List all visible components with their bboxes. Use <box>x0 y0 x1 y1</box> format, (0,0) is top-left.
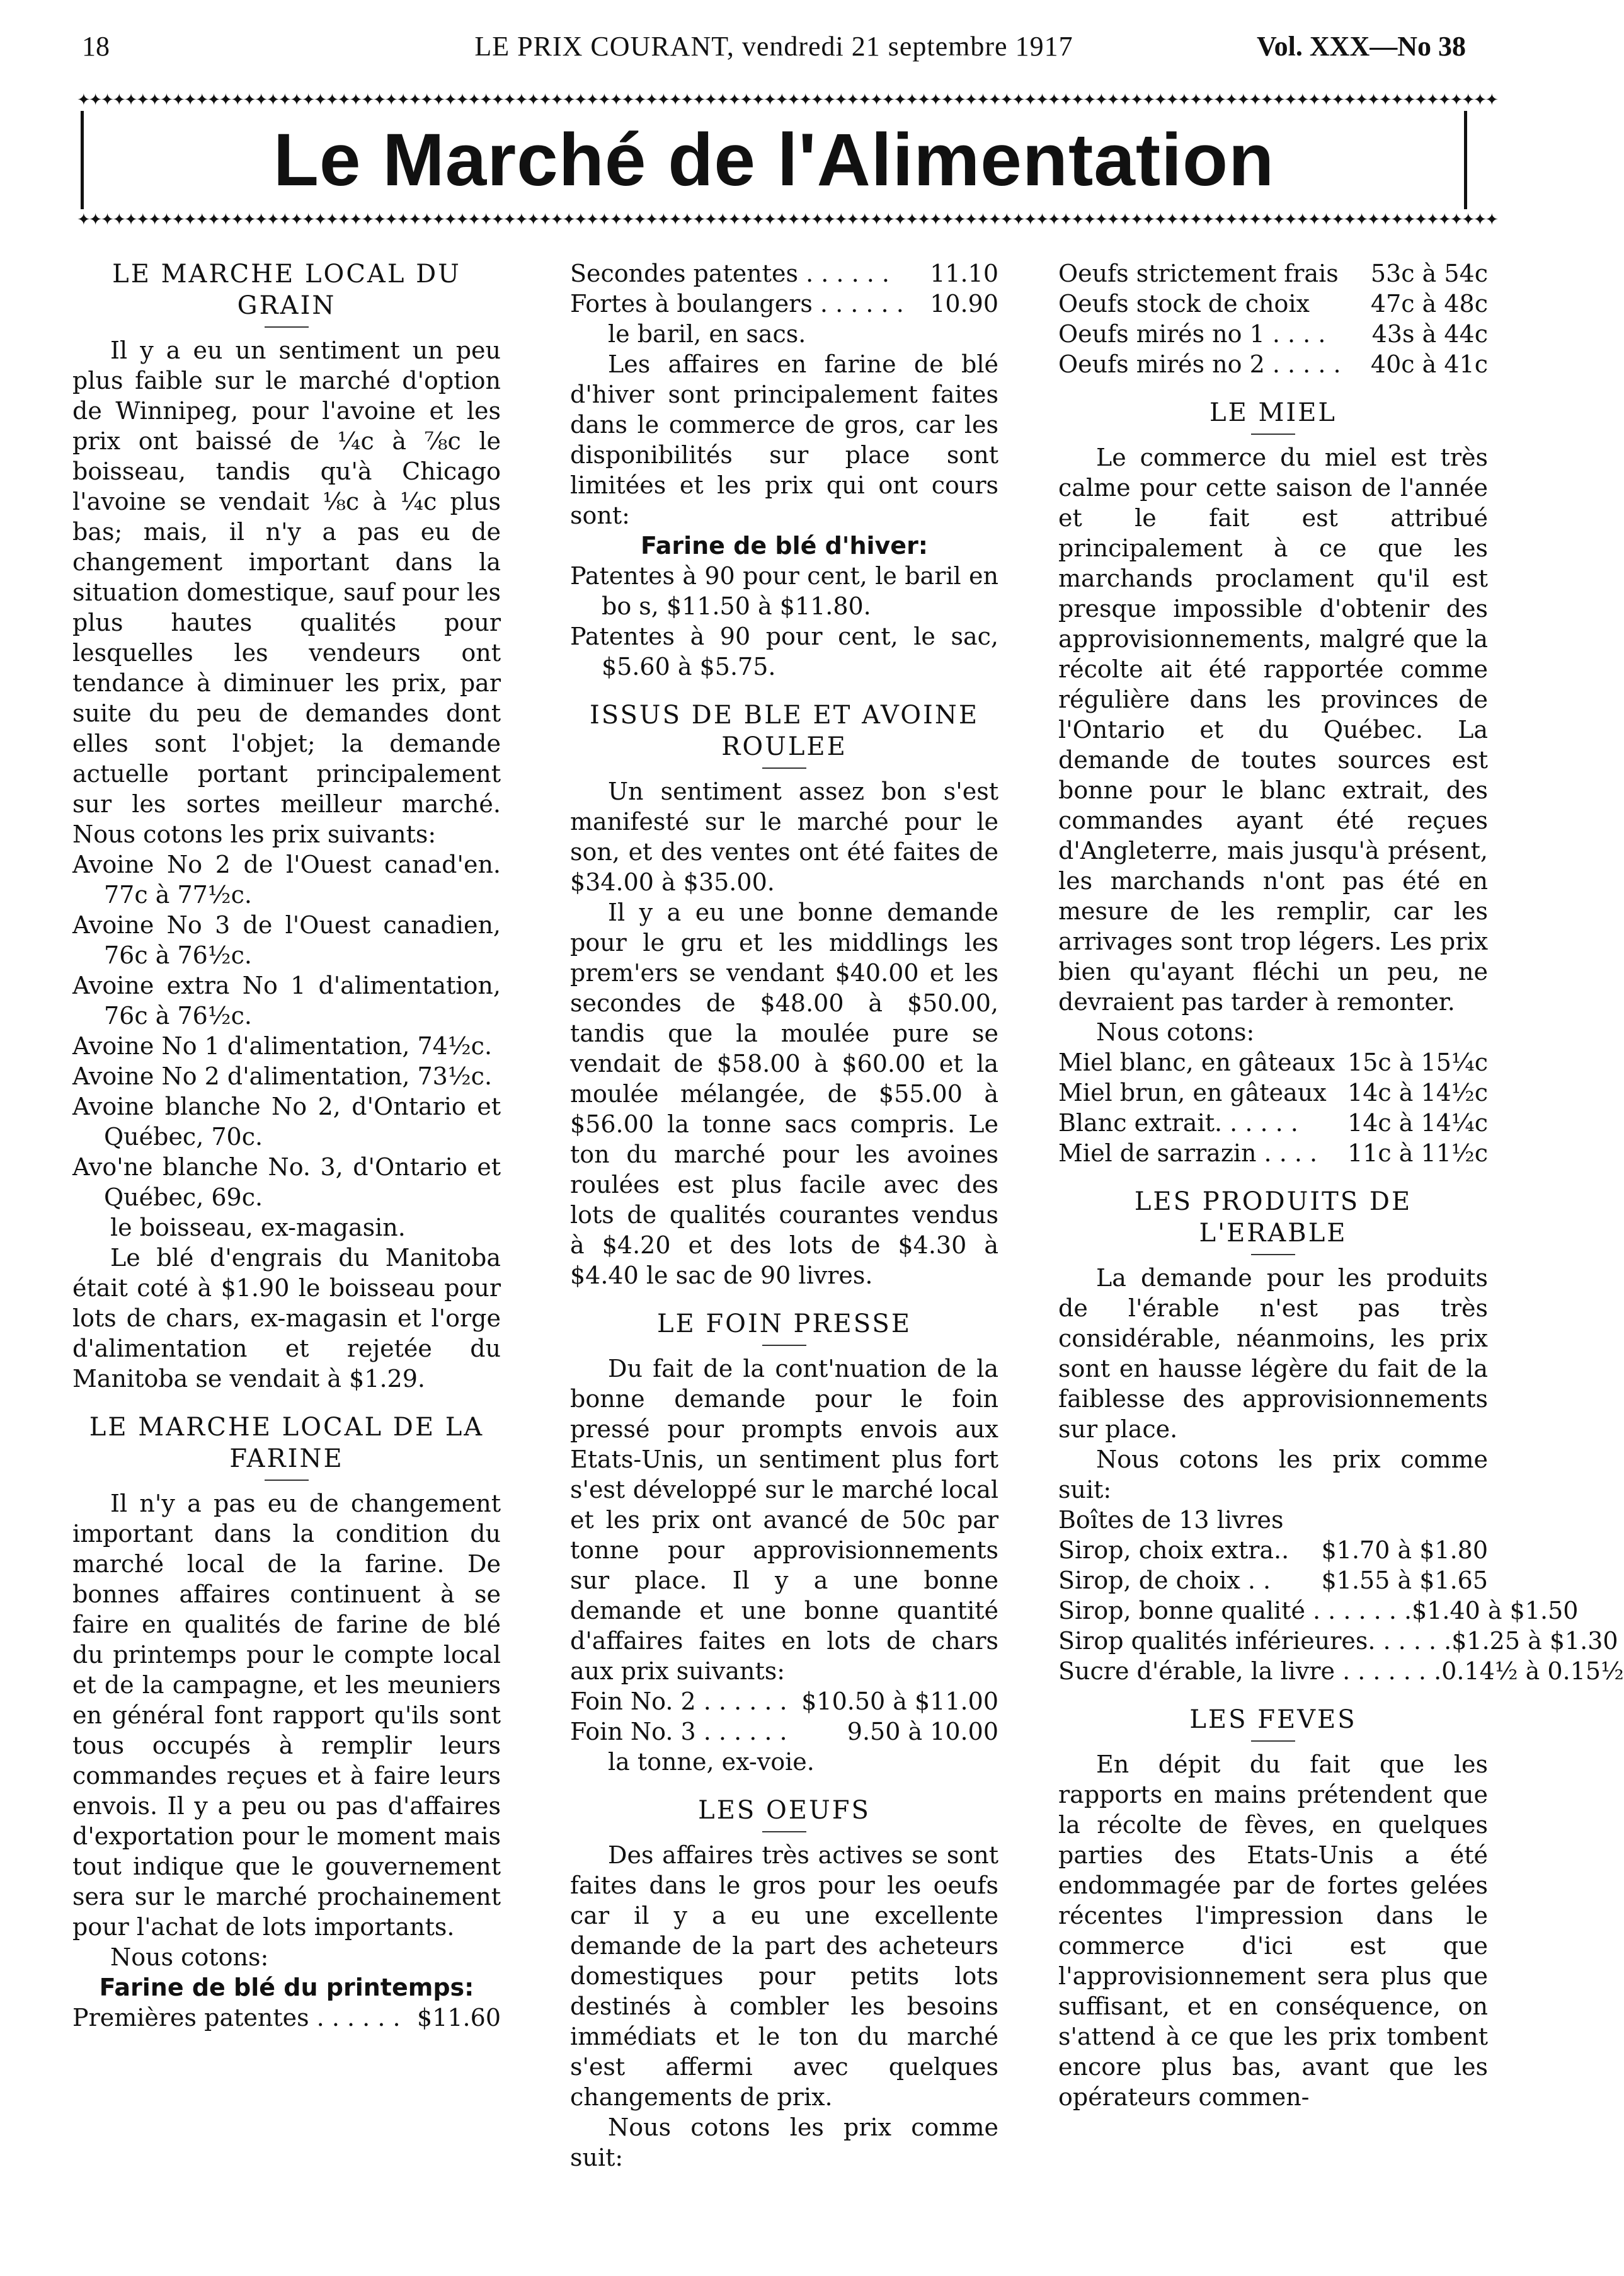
grain-price-line: Avoine No 1 d'alimentation, 74½c. <box>72 1032 493 1060</box>
section-rule <box>1251 1254 1295 1255</box>
winter-price-line: Patentes à 90 pour cent, le sac, $5.60 à $5.75. <box>570 623 998 681</box>
column-1 <box>72 258 501 2033</box>
page-header <box>69 25 1478 69</box>
price-label: Secondes patentes . . . . . . <box>570 260 889 287</box>
section-title-grain: LE MARCHE LOCAL DU GRAIN <box>112 260 461 320</box>
price-value: $1.55 à $1.65 <box>1321 1566 1488 1594</box>
price-row <box>1058 1535 1488 1565</box>
price-label: Oeufs stock de choix <box>1058 290 1310 318</box>
price-row <box>1058 258 1488 289</box>
price-label: Foin No. 3 . . . . . . <box>570 1718 787 1745</box>
price-label: Fortes à boulangers . . . . . . <box>570 290 904 318</box>
price-value: 11.10 <box>930 260 998 287</box>
price-label: Sucre d'érable, la livre . . . . . . . <box>1058 1657 1442 1685</box>
price-label: Oeufs strictement frais <box>1058 260 1339 287</box>
publication-line: LE PRIX COURANT, vendredi 21 septembre 1917 <box>474 31 1073 62</box>
price-row <box>1058 319 1488 349</box>
grain-price-line: Avoine No 2 de l'Ouest canad'en. 77c à 77½c. <box>72 851 501 909</box>
price-value: 53c à 54c <box>1370 260 1488 287</box>
maple-unit: Boîtes de 13 livres <box>1058 1506 1284 1534</box>
price-row <box>570 1716 998 1747</box>
volume-number: Vol. XXX—No 38 <box>1256 31 1466 62</box>
price-label: Oeufs mirés no 2 . . . . . <box>1058 350 1341 378</box>
maple-intro: Nous cotons les prix comme suit: <box>1058 1445 1488 1503</box>
price-label: Sirop, bonne qualité . . . . . . . <box>1058 1597 1412 1624</box>
price-label: Oeufs mirés no 1 . . . . <box>1058 320 1326 348</box>
section-title-hay: LE FOIN PRESSE <box>656 1309 912 1338</box>
price-label: Miel brun, en gâteaux <box>1058 1079 1327 1106</box>
price-row <box>1058 1078 1488 1108</box>
price-value: 9.50 à 10.00 <box>847 1718 998 1745</box>
price-value: $1.40 à $1.50 <box>1412 1597 1579 1624</box>
price-row <box>1058 349 1488 379</box>
masthead <box>81 111 1467 209</box>
price-value: 14c à 14½c <box>1347 1079 1488 1106</box>
section-rule <box>1251 1740 1295 1742</box>
price-row <box>1058 1595 1579 1626</box>
price-value: 40c à 41c <box>1370 350 1488 378</box>
grain-price-line: Avoine extra No 1 d'alimentation, 76c à 76½c. <box>72 972 501 1030</box>
price-label: Sirop qualités inférieures. . . . . . <box>1058 1627 1452 1655</box>
price-row <box>72 2003 501 2033</box>
price-label: Sirop, choix extra.. <box>1058 1536 1289 1564</box>
ornamental-border-bottom: ✦✦✦✦✦✦✦✦✦✦✦✦✦✦✦✦✦✦✦✦✦✦✦✦✦✦✦✦✦✦✦✦✦✦✦✦✦✦✦✦✦✦✦✦✦✦✦✦✦✦✦✦✦✦✦✦✦✦✦✦✦✦✦✦✦✦✦✦✦✦✦✦✦✦✦✦✦✦✦✦✦✦✦✦✦✦✦✦✦✦✦✦✦✦✦✦✦✦✦✦✦✦✦✦✦✦✦✦✦✦✦✦✦✦✦✦✦✦✦✦ <box>77 210 1497 229</box>
price-value: 11c à 11½c <box>1347 1139 1488 1167</box>
price-row <box>1058 1047 1488 1078</box>
price-row <box>1058 1565 1488 1595</box>
price-label: Sirop, de choix . . <box>1058 1566 1271 1594</box>
section-rule <box>265 326 309 328</box>
price-label: Miel de sarrazin . . . . <box>1058 1139 1318 1167</box>
bran-paragraph: Un sentiment assez bon s'est manifesté sur le marché pour le son, et des ventes ont été faites de $34.00 à $35.00. <box>570 778 998 896</box>
bran-paragraph: Il y a eu une bonne demande pour le gru et les middlings les prem'ers se vendant $40.00 et les secondes de $48.00 à $50.00, tandis que la moulée pure se vendait de $58.00 à $60.00 et la moulée mélangée, de $55.00 à $56.00 la tonne sacs compris. Le ton du marché pour les avoines roulées est plus facile avec des lots de qualités courantes vendus à $4.20 et des lots de $4.30 à $4.40 le sac de 90 livres. <box>570 899 998 1289</box>
section-rule <box>762 1831 806 1832</box>
grain-paragraph: Il y a eu un sentiment un peu plus faible sur le marché d'option de Winnipeg, pour l'avoine et les prix ont baissé de ¼c à ⅞c le boisseau, tandis qu'à Chicago l'avoine se vendait ⅛c à ¼c plus bas; mais, il n'y a pas eu de changement important dans la situation domestique, sauf pour les plus hautes qualités pour lesquelles les vendeurs ont tendance à diminuer les prix, par suite du peu de demandes dont elles sont l'objet; la demande actuelle portant principalement sur les sortes meilleur marché. Nous cotons les prix suivants: <box>72 336 501 848</box>
grain-unit: le boisseau, ex-magasin. <box>110 1214 406 1241</box>
honey-intro: Nous cotons: <box>1096 1018 1255 1046</box>
flour-unit: le baril, en sacs. <box>608 320 806 348</box>
section-rule <box>762 767 806 769</box>
flour-intro: Nous cotons: <box>110 1943 269 1971</box>
price-row <box>1058 1656 1624 1686</box>
price-label: Miel blanc, en gâteaux <box>1058 1049 1335 1076</box>
price-value: 47c à 48c <box>1370 290 1488 318</box>
flour-subheading: Farine de blé du printemps: <box>99 1974 474 2001</box>
hay-unit: la tonne, ex-voie. <box>608 1748 815 1776</box>
column-2 <box>570 258 998 2173</box>
price-row <box>1058 289 1488 319</box>
section-title-maple: LES PRODUITS DE L'ERABLE <box>1134 1187 1412 1248</box>
price-row <box>1058 1138 1488 1168</box>
beans-paragraph: En dépit du fait que les rapports en mains prétendent que la récolte de fèves, en quelques parties des Etats-Unis a été endommagée par de fortes gelées récentes l'impression dans le commerce d'ici est que l'approvisionnement sera plus que suffisant, et en conséquence, on s'attend à ce que les prix tombent encore plus bas, avant que les opérateurs commen- <box>1058 1750 1488 2111</box>
section-title-eggs: LES OEUFS <box>698 1796 871 1825</box>
price-value: 43s à 44c <box>1371 320 1488 348</box>
honey-paragraph: Le commerce du miel est très calme pour cette saison de l'année et le fait est attribué principalement à ce que les marchands proclament qu'il est presque impossible d'obtenir des approvisionnements, malgré que la récolte ait été rapportée comme régulière dans les provinces de l'Ontario et du Québec. La demande de toutes sources est bonne pour le blanc extrait, des commandes ayant été reçues d'Angleterre, mais jusqu'à présent, les marchands n'ont pas été en mesure de les remplir, car les arrivages sont trop légers. Les prix bien qu'ayant fléchi un peu, ne devraient pas tarder à remonter. <box>1058 444 1488 1016</box>
winter-price-line: Patentes à 90 pour cent, le baril en bo s, $11.50 à $11.80. <box>570 562 998 620</box>
eggs-intro: Nous cotons les prix comme suit: <box>570 2113 998 2171</box>
price-value: $11.60 <box>417 2004 501 2032</box>
masthead-title: Le Marché de l'Alimentation <box>273 118 1275 202</box>
section-title-honey: LE MIEL <box>1209 398 1337 427</box>
section-rule <box>762 1345 806 1346</box>
price-value: 15c à 15¼c <box>1347 1049 1488 1076</box>
column-3 <box>1058 258 1624 2112</box>
grain-price-line: Avo'ne blanche No. 3, d'Ontario et Québec, 69c. <box>72 1153 501 1211</box>
grain-manitoba-paragraph: Le blé d'engrais du Manitoba était coté à $1.90 le boisseau pour lots de chars, ex-magasin et l'orge d'alimentation et rejetée du Manitoba se vendait à $1.29. <box>72 1244 501 1393</box>
price-row <box>1058 1108 1488 1138</box>
price-label: Premières patentes . . . . . . <box>72 2004 401 2032</box>
section-rule <box>265 1480 309 1481</box>
price-value: $1.25 à $1.30 <box>1451 1627 1618 1655</box>
section-title-flour: LE MARCHE LOCAL DE LA FARINE <box>89 1413 484 1473</box>
section-rule <box>1251 434 1295 435</box>
maple-paragraph: La demande pour les produits de l'érable n'est pas très considérable, néanmoins, les prix sont en hausse légère du fait de la faiblesse des approvisionnements sur place. <box>1058 1264 1488 1443</box>
grain-price-line: Avoine No 3 de l'Ouest canadien, 76c à 76½c. <box>72 911 501 969</box>
eggs-paragraph: Des affaires très actives se sont faites dans le gros pour les oeufs car il y a eu une excellente demande de la part des acheteurs domestiques pour petits lots destinés à combler les besoins immédiats et le ton du marché s'est affermi avec quelques changements de prix. <box>570 1841 998 2111</box>
ornamental-border-top: ✦✦✦✦✦✦✦✦✦✦✦✦✦✦✦✦✦✦✦✦✦✦✦✦✦✦✦✦✦✦✦✦✦✦✦✦✦✦✦✦✦✦✦✦✦✦✦✦✦✦✦✦✦✦✦✦✦✦✦✦✦✦✦✦✦✦✦✦✦✦✦✦✦✦✦✦✦✦✦✦✦✦✦✦✦✦✦✦✦✦✦✦✦✦✦✦✦✦✦✦✦✦✦✦✦✦✦✦✦✦✦✦✦✦✦✦✦✦✦✦ <box>77 91 1497 110</box>
price-label: Foin No. 2 . . . . . . <box>570 1687 787 1715</box>
page-number: 18 <box>82 31 110 62</box>
grain-price-line: Avoine blanche No 2, d'Ontario et Québec, 70c. <box>72 1093 501 1151</box>
price-value: $10.50 à $11.00 <box>801 1687 998 1715</box>
section-title-bran: ISSUS DE BLE ET AVOINE ROULEE <box>589 701 980 761</box>
price-label: Blanc extrait. . . . . . <box>1058 1109 1298 1137</box>
section-title-beans: LES FEVES <box>1189 1705 1357 1734</box>
price-value: 10.90 <box>930 290 998 318</box>
price-value: $1.70 à $1.80 <box>1321 1536 1488 1564</box>
hay-paragraph: Du fait de la cont'nuation de la bonne demande pour le foin pressé pour prompts envois aux Etats-Unis, un sentiment plus fort s'est développé sur le marché local et les prix ont avancé de 50c par tonne pour approvisionnements sur place. Il y a une bonne demande et une bonne quantité d'affaires faites en lots de chars aux prix suivants: <box>570 1355 998 1685</box>
winter-flour-subheading: Farine de blé d'hiver: <box>640 532 929 560</box>
winter-flour-paragraph: Les affaires en farine de blé d'hiver sont principalement faites dans le commerce de gros, car les disponibilités sur place sont limitées et les prix qui ont cours sont: <box>570 350 998 529</box>
price-row <box>570 1686 998 1716</box>
price-row <box>1058 1626 1618 1656</box>
price-value: 14c à 14¼c <box>1347 1109 1488 1137</box>
price-row <box>570 258 998 289</box>
grain-price-line: Avoine No 2 d'alimentation, 73½c. <box>72 1062 493 1090</box>
price-value: 0.14½ à 0.15½ <box>1441 1657 1624 1685</box>
flour-paragraph: Il n'y a pas eu de changement important dans la condition du marché local de la farine. De bonnes affaires continuent à se faire en qualités de farine de blé du printemps pour le compte local et de la campagne, et les meuniers en général font rapport qu'ils sont tous occupés à remplir leurs commandes reçues et à faire leurs envois. Il y a peu ou pas d'affaires d'exportation pour le moment mais tout indique que le gouvernement sera sur le marché prochainement pour l'achat de lots importants. <box>72 1490 501 1941</box>
price-row <box>570 289 998 319</box>
